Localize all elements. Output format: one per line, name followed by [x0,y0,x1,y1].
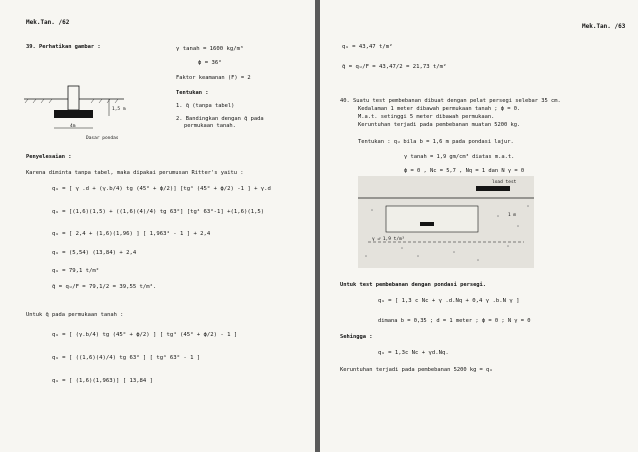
top-step-1: qᵤ = 43,47 t/m² [342,44,393,50]
step-3: qᵤ = [ 2,4 + (1,6)(1,96) ] [ 1,963⁴ - 1 ] + 2,4 [52,231,211,237]
step-4: qᵤ = (5,54) (13,84) + 2,4 [52,250,137,256]
right-page-header: Mek.Tan. /63 [582,23,626,30]
fig-gamma-label: γ = 1,9 t/m³ [372,237,405,242]
step-6: q̄ = qᵤ/F = 79,1/2 = 39,55 t/m². [52,284,157,290]
question-line-1: Tentukan : qᵤ bila b = 1,6 m pada pondasi lajur. [358,139,514,145]
given-gamma: γ tanah = 1600 kg/m³ [176,46,244,52]
step-1: qᵤ = [ γ .d + (γ.b/4) tg (45° + ϕ/2)] [tg⁴ (45° + ϕ/2) -1 ] + γ.d [52,186,271,192]
right-page [320,0,638,452]
test-title: Untuk test pembebanan dengan pondasi persegi. [340,282,487,288]
asked-title: Tentukan : [176,90,209,96]
left-page-header: Mek.Tan. /62 [26,19,70,26]
asked-item-2: 2. Bandingkan dengan q̄ pada [176,116,264,122]
asked-item-2-cont: permukaan tanah. [184,123,236,129]
formula-general: qᵤ = [ 1,3 c Nc + γ .d.Nq + 0,4 γ .b.N γ ] [378,298,520,304]
step-5: qᵤ = 79,1 t/m² [52,268,100,274]
asked-item-1: 1. q̄ (tanpa tabel) [176,103,235,109]
formula-simplified: qᵤ = 1,3c Nc + γd.Nq. [378,350,449,356]
footing-depth-label: 1,5 m [112,107,126,112]
step-2: qᵤ = [(1,6)(1,5) + ((1,6)(4)/4) tg 63°] [tg⁴ 63°-1] +(1,6)(1,5) [52,209,265,215]
load-test-label: load test [492,180,517,185]
surface-step-3: qᵤ = [ (1,6)(1,963)] [ 13,84 ] [52,378,154,384]
problem-40-line-4: Keruntuhan terjadi pada pembebanan muatan 5200 kg. [358,122,521,128]
formula-where: dimana b = 0,35 ; d = 1 meter ; ϕ = 0 ; N γ = 0 [378,318,531,324]
so-title: Sehingga : [340,334,373,340]
question-line-2: γ tanah = 1,9 gm/cm³ diatas m.a.t. [404,154,515,160]
question-line-3: ϕ = 0 , Nc = 5,7 , Nq = 1 dan N γ = 0 [404,168,525,174]
surface-title: Untuk q̄ pada permukaan tanah : [26,312,124,318]
final-line: Keruntuhan terjadi pada pembebanan 5200 kg = qᵤ [340,367,493,373]
problem-40-line-2: Kedalaman 1 meter dibawah permukaan tanah ; ϕ = 0. [358,106,521,112]
footing-base-label: Dasar pondas [86,136,119,141]
given-phi: ϕ = 36° [198,60,222,66]
problem-40-line-3: M.a.t. setinggi 5 meter dibawah permukaan. [358,114,495,120]
footing-width-label: 4m [70,124,76,129]
surface-step-2: qᵤ = [ ((1,6)(4)/4) tg 63° ] [ tg⁴ 63° - 1 ] [52,355,201,361]
solution-title-left: Penyelesaian : [26,154,72,160]
load-test-figure [358,176,534,268]
surface-step-1: qᵤ = [ (γ.b/4) tg (45° + ϕ/2) ] [ tg⁴ (45° + ϕ/2) - 1 ] [52,332,238,338]
solution-intro: Karena diminta tanpa tabel, maka dipakai perumusan Ritter's yaitu : [26,170,244,176]
footing-figure [24,86,124,144]
problem-39-title: 39. Perhatikan gambar : [26,44,101,50]
problem-40-line-1: 40. Suatu test pembebanan dibuat dengan pelat persegi selebar 35 cm. [340,98,561,104]
given-safety-factor: Faktor keamanan (F) = 2 [176,75,251,81]
top-step-2: q̄ = qᵤ/F = 43,47/2 = 21,73 t/m² [342,64,447,70]
fig-depth-label: 1 m [508,213,517,218]
left-page [0,0,316,452]
